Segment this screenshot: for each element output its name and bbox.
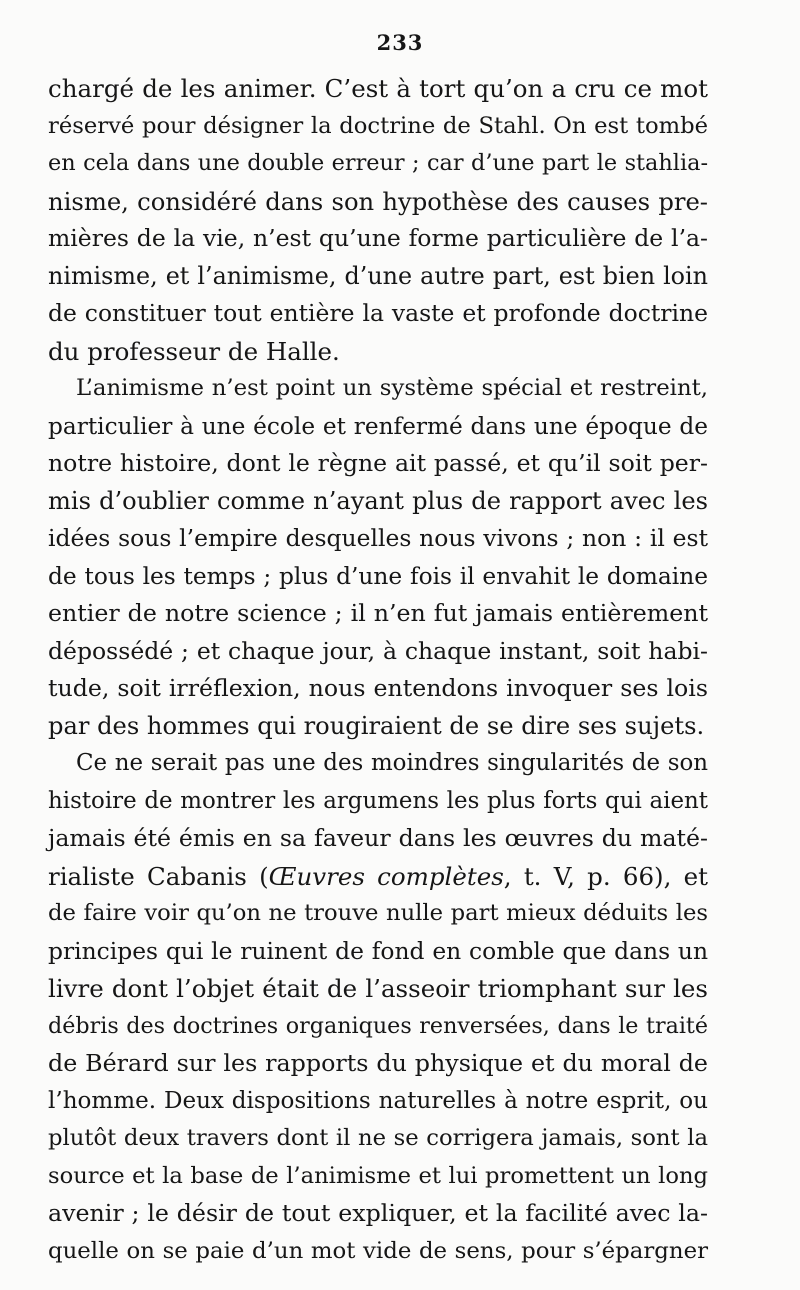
- text-line: par des hommes qui rougiraient de se dire ses sujets.: [48, 711, 705, 740]
- text-line: particulier à une école et renfermé dans une époque de: [48, 412, 708, 440]
- text-line: nimisme, et l’animisme, d’une autre part, est bien loin: [48, 261, 708, 290]
- text-line: L’animisme n’est point un système spécial et restreint,: [76, 375, 708, 401]
- text-line: tude, soit irréflexion, nous entendons invoquer ses lois: [48, 674, 708, 702]
- text-line: idées sous l’empire desquelles nous vivons ; non : il est: [48, 524, 708, 552]
- text-line: de constituer tout entière la vaste et profonde doctrine: [48, 299, 708, 327]
- text-line: Ce ne serait pas une des moindres singularités de son: [76, 750, 708, 776]
- text-line: réservé pour désigner la doctrine de Stahl. On est tombé: [48, 112, 708, 139]
- text-line: entier de notre science ; il n’en fut jamais entièrement: [48, 599, 708, 627]
- text-line: histoire de montrer les argumens les plus forts qui aient: [48, 787, 708, 814]
- text-line: chargé de les animer. C’est à tort qu’on a cru ce mot: [48, 74, 708, 103]
- text-line: l’homme. Deux dispositions naturelles à notre esprit, ou: [48, 1087, 708, 1114]
- text-line: avenir ; le désir de tout expliquer, et la facilité avec la-: [48, 1199, 708, 1227]
- cabanis-after: , t. V, p. 66), et: [503, 861, 708, 891]
- text-line-cabanis: [48, 858, 708, 896]
- text-line: jamais été émis en sa faveur dans les œuvres du maté-: [48, 824, 708, 852]
- text-line: en cela dans une double erreur ; car d’une part le stahlia-: [48, 150, 708, 176]
- text-line: de faire voir qu’on ne trouve nulle part mieux déduits les: [48, 900, 708, 926]
- text-line: du professeur de Halle.: [48, 336, 340, 366]
- text-line: de Bérard sur les rapports du physique et du moral de: [48, 1049, 708, 1077]
- text-line: nisme, considéré dans son hypothèse des causes pre-: [48, 186, 708, 216]
- text-line: dépossédé ; et chaque jour, à chaque instant, soit habi-: [48, 636, 708, 665]
- body-text: [48, 70, 708, 1270]
- cabanis-work-title: Œuvres complètes: [268, 861, 504, 891]
- text-line: source et la base de l’animisme et lui promettent un long: [48, 1162, 708, 1189]
- text-line: de tous les temps ; plus d’une fois il envahit le domaine: [48, 562, 708, 590]
- text-line: principes qui le ruinent de fond en comble que dans un: [48, 936, 708, 965]
- text-line: mis d’oublier comme n’ayant plus de rapport avec les: [48, 486, 708, 515]
- text-line: mières de la vie, n’est qu’une forme particulière de l’a-: [48, 224, 708, 252]
- text-line: quelle on se paie d’un mot vide de sens, pour s’épargner: [48, 1237, 708, 1264]
- text-line: notre histoire, dont le règne ait passé, et qu’il soit per-: [48, 449, 708, 477]
- page-number: 233: [376, 30, 424, 55]
- text-line: livre dont l’objet était de l’asseoir triomphant sur les: [48, 974, 708, 1003]
- text-line: plutôt deux travers dont il ne se corrigera jamais, sont la: [48, 1125, 708, 1151]
- cabanis-before: rialiste Cabanis (: [48, 861, 269, 891]
- text-line: débris des doctrines organiques renversées, dans le traité: [48, 1012, 708, 1039]
